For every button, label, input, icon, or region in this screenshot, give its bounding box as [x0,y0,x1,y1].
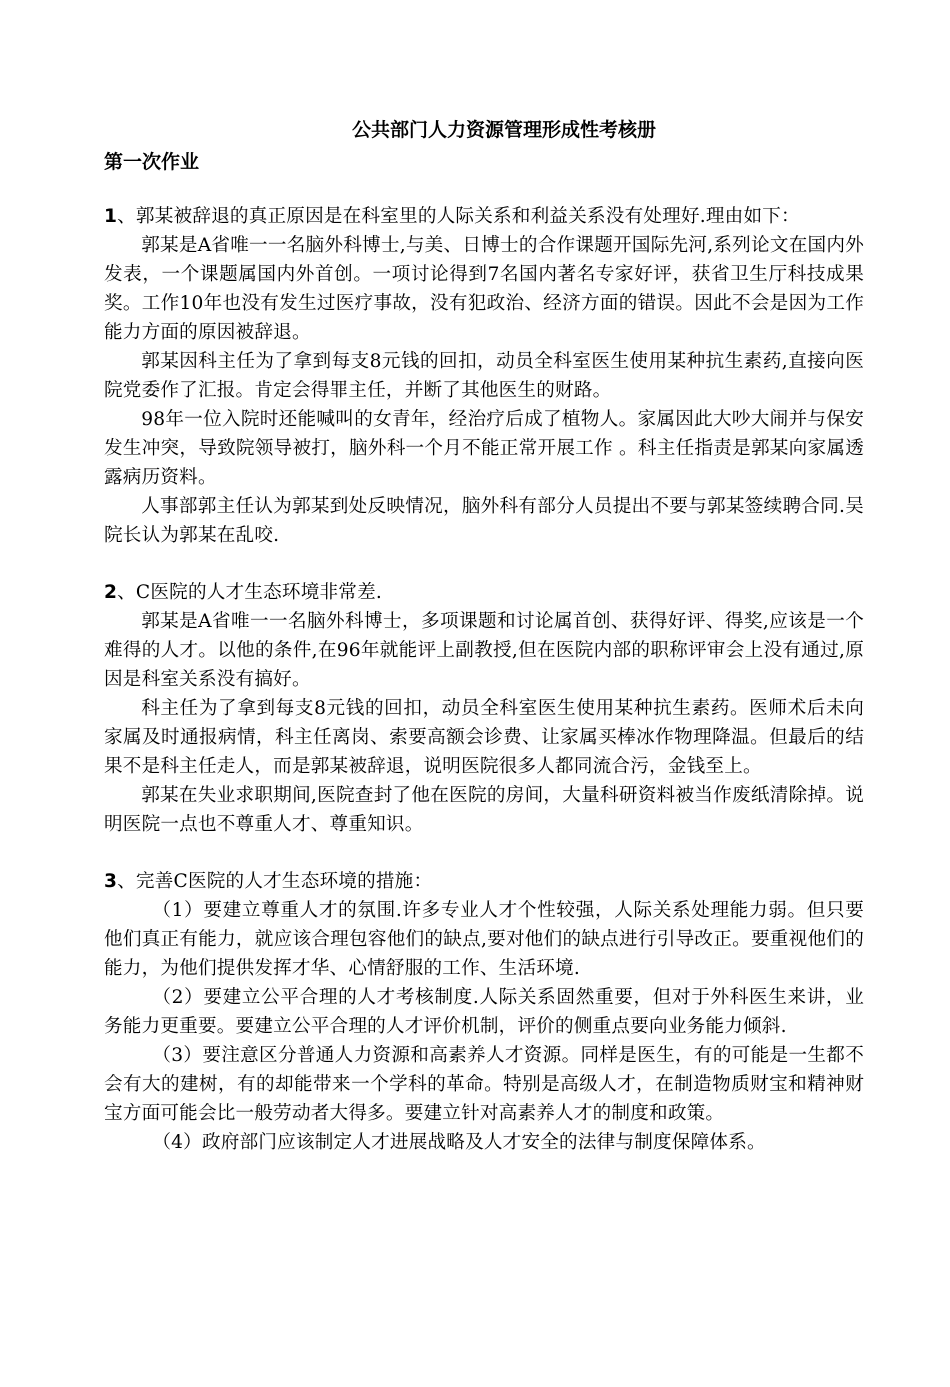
question-3 [104,867,864,1157]
question-text: 、完善C医院的人才生态环境的措施： [117,871,433,892]
question-number: 3 [104,871,118,892]
question-lead [104,202,864,231]
measure-item: （1）要建立尊重人才的氛围.许多专业人才个性较强，人际关系处理能力弱。但只要他们真正有能力，就应该合理包容他们的缺点,要对他们的缺点进行引导改正。要重视他们的能力，为他们提供发挥才华、心情舒服的工作、生活环境. [104,900,864,979]
question-number: 1 [104,206,118,227]
document-title: 公共部门人力资源管理形成性考核册 [351,119,656,141]
paragraph: 郭某是A省唯一一名脑外科博士，多项课题和讨论属首创、获得好评、得奖,应该是一个难得的人才。以他的条件,在96年就能评上副教授,但在医院内部的职称评审会上没有通过,原因是科室关系没有搞好。 [104,611,864,690]
question-number: 2 [104,582,118,603]
paragraph: 人事部郭主任认为郭某到处反映情况，脑外科有部分人员提出不要与郭某签续聘合同.吴院长认为郭某在乱咬. [104,496,864,546]
paragraph: 郭某是A省唯一一名脑外科博士,与美、日博士的合作课题开国际先河,系列论文在国内外发表，一个课题属国内外首创。一项讨论得到7名国内著名专家好评，获省卫生厅科技成果奖。工作10年也没有发生过医疗事故，没有犯政治、经济方面的错误。因此不会是因为工作能力方面的原因被辞退。 [104,235,864,343]
measure-item: （3）要注意区分普通人力资源和高素养人才资源。同样是医生，有的可能是一生都不会有大的建树，有的却能带来一个学科的革命。特别是高级人才，在制造物质财宝和精神财宝方面可能会比一般劳动者大得多。要建立针对高素养人才的制度和政策。 [104,1045,864,1124]
paragraph: 98年一位入院时还能喊叫的女青年，经治疗后成了植物人。家属因此大吵大闹并与保安发生冲突，导致院领导被打，脑外科一个月不能正常开展工作 。科主任指责是郭某向家属透露病历资料。 [104,409,864,488]
question-2 [104,578,864,839]
question-lead [104,578,864,607]
paragraph: 郭某因科主任为了拿到每支8元钱的回扣，动员全科室医生使用某种抗生素药,直接向医院党委作了汇报。肯定会得罪主任，并断了其他医生的财路。 [104,351,864,401]
question-text: 、C医院的人才生态环境非常差. [117,582,382,603]
section-heading: 第一次作业 [104,151,200,173]
measure-item: （2）要建立公平合理的人才考核制度.人际关系固然重要，但对于外科医生来讲，业务能力更重要。要建立公平合理的人才评价机制，评价的侧重点要向业务能力倾斜. [104,987,864,1037]
question-1 [104,202,864,550]
paragraph: 科主任为了拿到每支8元钱的回扣，动员全科室医生使用某种抗生素药。医师术后未向家属及时通报病情，科主任离岗、索要高额会诊费、让家属买棒冰作物理降温。但最后的结果不是科主任走人，而是郭某被辞退，说明医院很多人都同流合污，金钱至上。 [104,698,864,777]
question-lead [104,867,864,896]
paragraph: 郭某在失业求职期间,医院查封了他在医院的房间，大量科研资料被当作废纸清除掉。说明医院一点也不尊重人才、尊重知识。 [104,785,864,835]
question-text: 、郭某被辞退的真正原因是在科室里的人际关系和利益关系没有处理好.理由如下： [117,206,800,227]
measure-item: （4）政府部门应该制定人才进展战略及人才安全的法律与制度保障体系。 [152,1132,766,1153]
document-page [104,116,864,1185]
